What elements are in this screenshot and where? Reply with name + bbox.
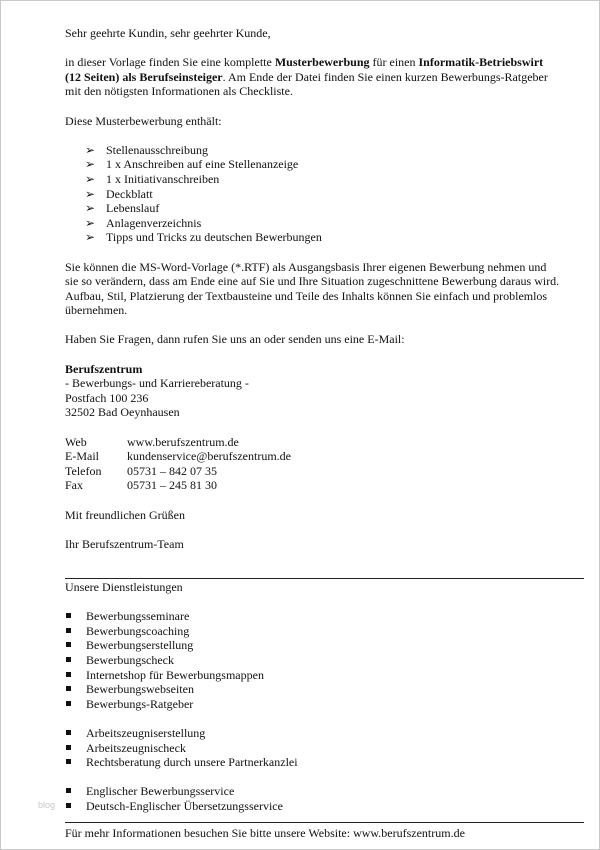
contact-label: E-Mail bbox=[65, 449, 99, 464]
company-city: 32502 Bad Oeynhausen bbox=[65, 405, 180, 420]
contact-row bbox=[65, 478, 590, 493]
contents-item bbox=[85, 216, 590, 231]
contents-item-label: 1 x Anschreiben auf eine Stellenanzeige bbox=[106, 157, 299, 172]
company-street: Postfach 100 236 bbox=[65, 390, 149, 405]
arrow-bullet-icon: ➢ bbox=[85, 201, 96, 216]
services-item-label: Rechtsberatung durch unsere Partnerkanzlei bbox=[86, 755, 298, 770]
intro-text-1: in dieser Vorlage finden Sie eine komplette bbox=[65, 55, 275, 70]
usage-paragraph bbox=[65, 260, 590, 318]
contents-item bbox=[85, 157, 590, 172]
contact-table bbox=[65, 435, 590, 493]
closing: Mit freundlichen Grüßen bbox=[65, 507, 185, 522]
arrow-bullet-icon: ➢ bbox=[85, 142, 96, 157]
services-item-label: Arbeitszeugnischeck bbox=[86, 740, 186, 755]
contact-value: www.berufszentrum.de bbox=[127, 434, 239, 449]
services-item bbox=[65, 682, 590, 697]
contact-label: Telefon bbox=[65, 463, 102, 478]
square-bullet-icon bbox=[66, 701, 71, 706]
contents-item-label: Anlagenverzeichnis bbox=[106, 215, 202, 230]
contact-label: Web bbox=[65, 434, 87, 449]
letter-body bbox=[65, 26, 590, 551]
usage-line: übernehmen. bbox=[65, 303, 128, 318]
services-heading: Unsere Dienstleistungen bbox=[65, 580, 183, 594]
arrow-bullet-icon: ➢ bbox=[85, 230, 96, 245]
arrow-bullet-icon: ➢ bbox=[85, 157, 96, 172]
square-bullet-icon bbox=[66, 759, 71, 764]
contact-value: kundenservice@berufszentrum.de bbox=[127, 449, 291, 464]
services-item-label: Bewerbungsseminare bbox=[86, 609, 190, 624]
contents-item bbox=[85, 201, 590, 216]
services-top-rule bbox=[65, 578, 584, 579]
services-item bbox=[65, 784, 590, 799]
signature: Ihr Berufszentrum-Team bbox=[65, 536, 184, 551]
company-tagline: - Bewerbungs- und Karriereberatung - bbox=[65, 376, 249, 391]
services-item-label: Bewerbungserstellung bbox=[86, 638, 194, 653]
questions-line: Haben Sie Fragen, dann rufen Sie uns an oder senden uns eine E-Mail: bbox=[65, 332, 405, 347]
contents-item-label: Deckblatt bbox=[106, 186, 153, 201]
intro-text-4: mit den nötigsten Informationen als Checkliste. bbox=[65, 84, 293, 99]
services-item-label: Englischer Bewerbungsservice bbox=[86, 784, 235, 799]
arrow-bullet-icon: ➢ bbox=[85, 215, 96, 230]
greeting: Sehr geehrte Kundin, sehr geehrter Kunde, bbox=[65, 26, 271, 40]
contents-item-label: Tipps und Tricks zu deutschen Bewerbungen bbox=[106, 230, 322, 245]
contents-item bbox=[85, 143, 590, 158]
contents-heading: Diese Musterbewerbung enthält: bbox=[65, 113, 222, 128]
arrow-bullet-icon: ➢ bbox=[85, 171, 96, 186]
intro-bold-1: Musterbewerbung bbox=[274, 55, 370, 70]
contents-item bbox=[85, 187, 590, 202]
square-bullet-icon bbox=[66, 672, 71, 677]
contents-item-label: 1 x Initiativanschreiben bbox=[106, 171, 220, 186]
services-section bbox=[65, 580, 590, 814]
contents-list bbox=[65, 143, 590, 245]
contact-value: 05731 – 842 07 35 bbox=[127, 463, 217, 478]
square-bullet-icon bbox=[66, 745, 71, 750]
contact-value: 05731 – 245 81 30 bbox=[127, 478, 217, 493]
square-bullet-icon bbox=[66, 803, 71, 808]
contact-row bbox=[65, 464, 590, 479]
square-bullet-icon bbox=[66, 613, 71, 618]
services-item-label: Bewerbungscoaching bbox=[86, 623, 190, 638]
usage-line: Sie können die MS-Word-Vorlage (*.RTF) als Ausgangsbasis Ihrer eigenen Bewerbung nehmen und bbox=[65, 259, 547, 274]
services-item bbox=[65, 638, 590, 653]
intro-bold-3: (12 Seiten) als Berufseinsteiger bbox=[65, 69, 223, 84]
services-item bbox=[65, 624, 590, 639]
services-item-label: Bewerbungscheck bbox=[86, 652, 174, 667]
square-bullet-icon bbox=[66, 730, 71, 735]
services-item bbox=[65, 755, 590, 770]
more-info: Für mehr Informationen besuchen Sie bitte unsere Website: www.berufszentrum.de bbox=[65, 826, 465, 840]
contact-label: Fax bbox=[65, 478, 83, 493]
services-item-label: Internetshop für Bewerbungsmappen bbox=[86, 667, 264, 682]
services-item-label: Deutsch-Englischer Übersetzungsservice bbox=[86, 798, 283, 813]
arrow-bullet-icon: ➢ bbox=[85, 186, 96, 201]
contents-item-label: Lebenslauf bbox=[106, 201, 160, 216]
square-bullet-icon bbox=[66, 628, 71, 633]
square-bullet-icon bbox=[66, 642, 71, 647]
usage-line: Aufbau, Stil, Platzierung der Textbausteine und Teile des Inhalts können Sie einfach und problemlos bbox=[65, 288, 548, 303]
intro-bold-2: Informatik-Betriebswirt bbox=[418, 55, 544, 70]
contents-item-label: Stellenausschreibung bbox=[106, 142, 208, 157]
contents-item bbox=[85, 230, 590, 245]
services-item-label: Bewerbungswebseiten bbox=[86, 682, 194, 697]
square-bullet-icon bbox=[66, 657, 71, 662]
services-item-label: Bewerbungs-Ratgeber bbox=[86, 696, 194, 711]
company-address bbox=[65, 362, 590, 420]
services-item bbox=[65, 653, 590, 668]
services-item bbox=[65, 668, 590, 683]
contents-item bbox=[85, 172, 590, 187]
square-bullet-icon bbox=[66, 788, 71, 793]
square-bullet-icon bbox=[66, 686, 71, 691]
watermark: blog bbox=[38, 800, 56, 810]
services-list bbox=[65, 609, 590, 711]
company-name: Berufszentrum bbox=[65, 361, 143, 376]
contact-row bbox=[65, 435, 590, 450]
services-item-label: Arbeitszeugniserstellung bbox=[86, 725, 206, 740]
intro-paragraph bbox=[65, 55, 590, 99]
services-item bbox=[65, 741, 590, 756]
services-groups bbox=[65, 609, 590, 813]
services-item bbox=[65, 697, 590, 712]
footer-rule bbox=[65, 822, 584, 823]
contact-row bbox=[65, 449, 590, 464]
services-item bbox=[65, 799, 590, 814]
intro-text-3: . Am Ende der Datei finden Sie einen kurzen Bewerbungs-Ratgeber bbox=[222, 69, 548, 84]
usage-line: sie so verändern, dass am Ende eine auf Sie und Ihre Situation zugeschnittene Bewerbung daraus wird. bbox=[65, 274, 560, 289]
services-item bbox=[65, 726, 590, 741]
intro-text-2: für einen bbox=[369, 55, 419, 70]
services-list bbox=[65, 784, 590, 813]
services-item bbox=[65, 609, 590, 624]
services-list bbox=[65, 726, 590, 770]
